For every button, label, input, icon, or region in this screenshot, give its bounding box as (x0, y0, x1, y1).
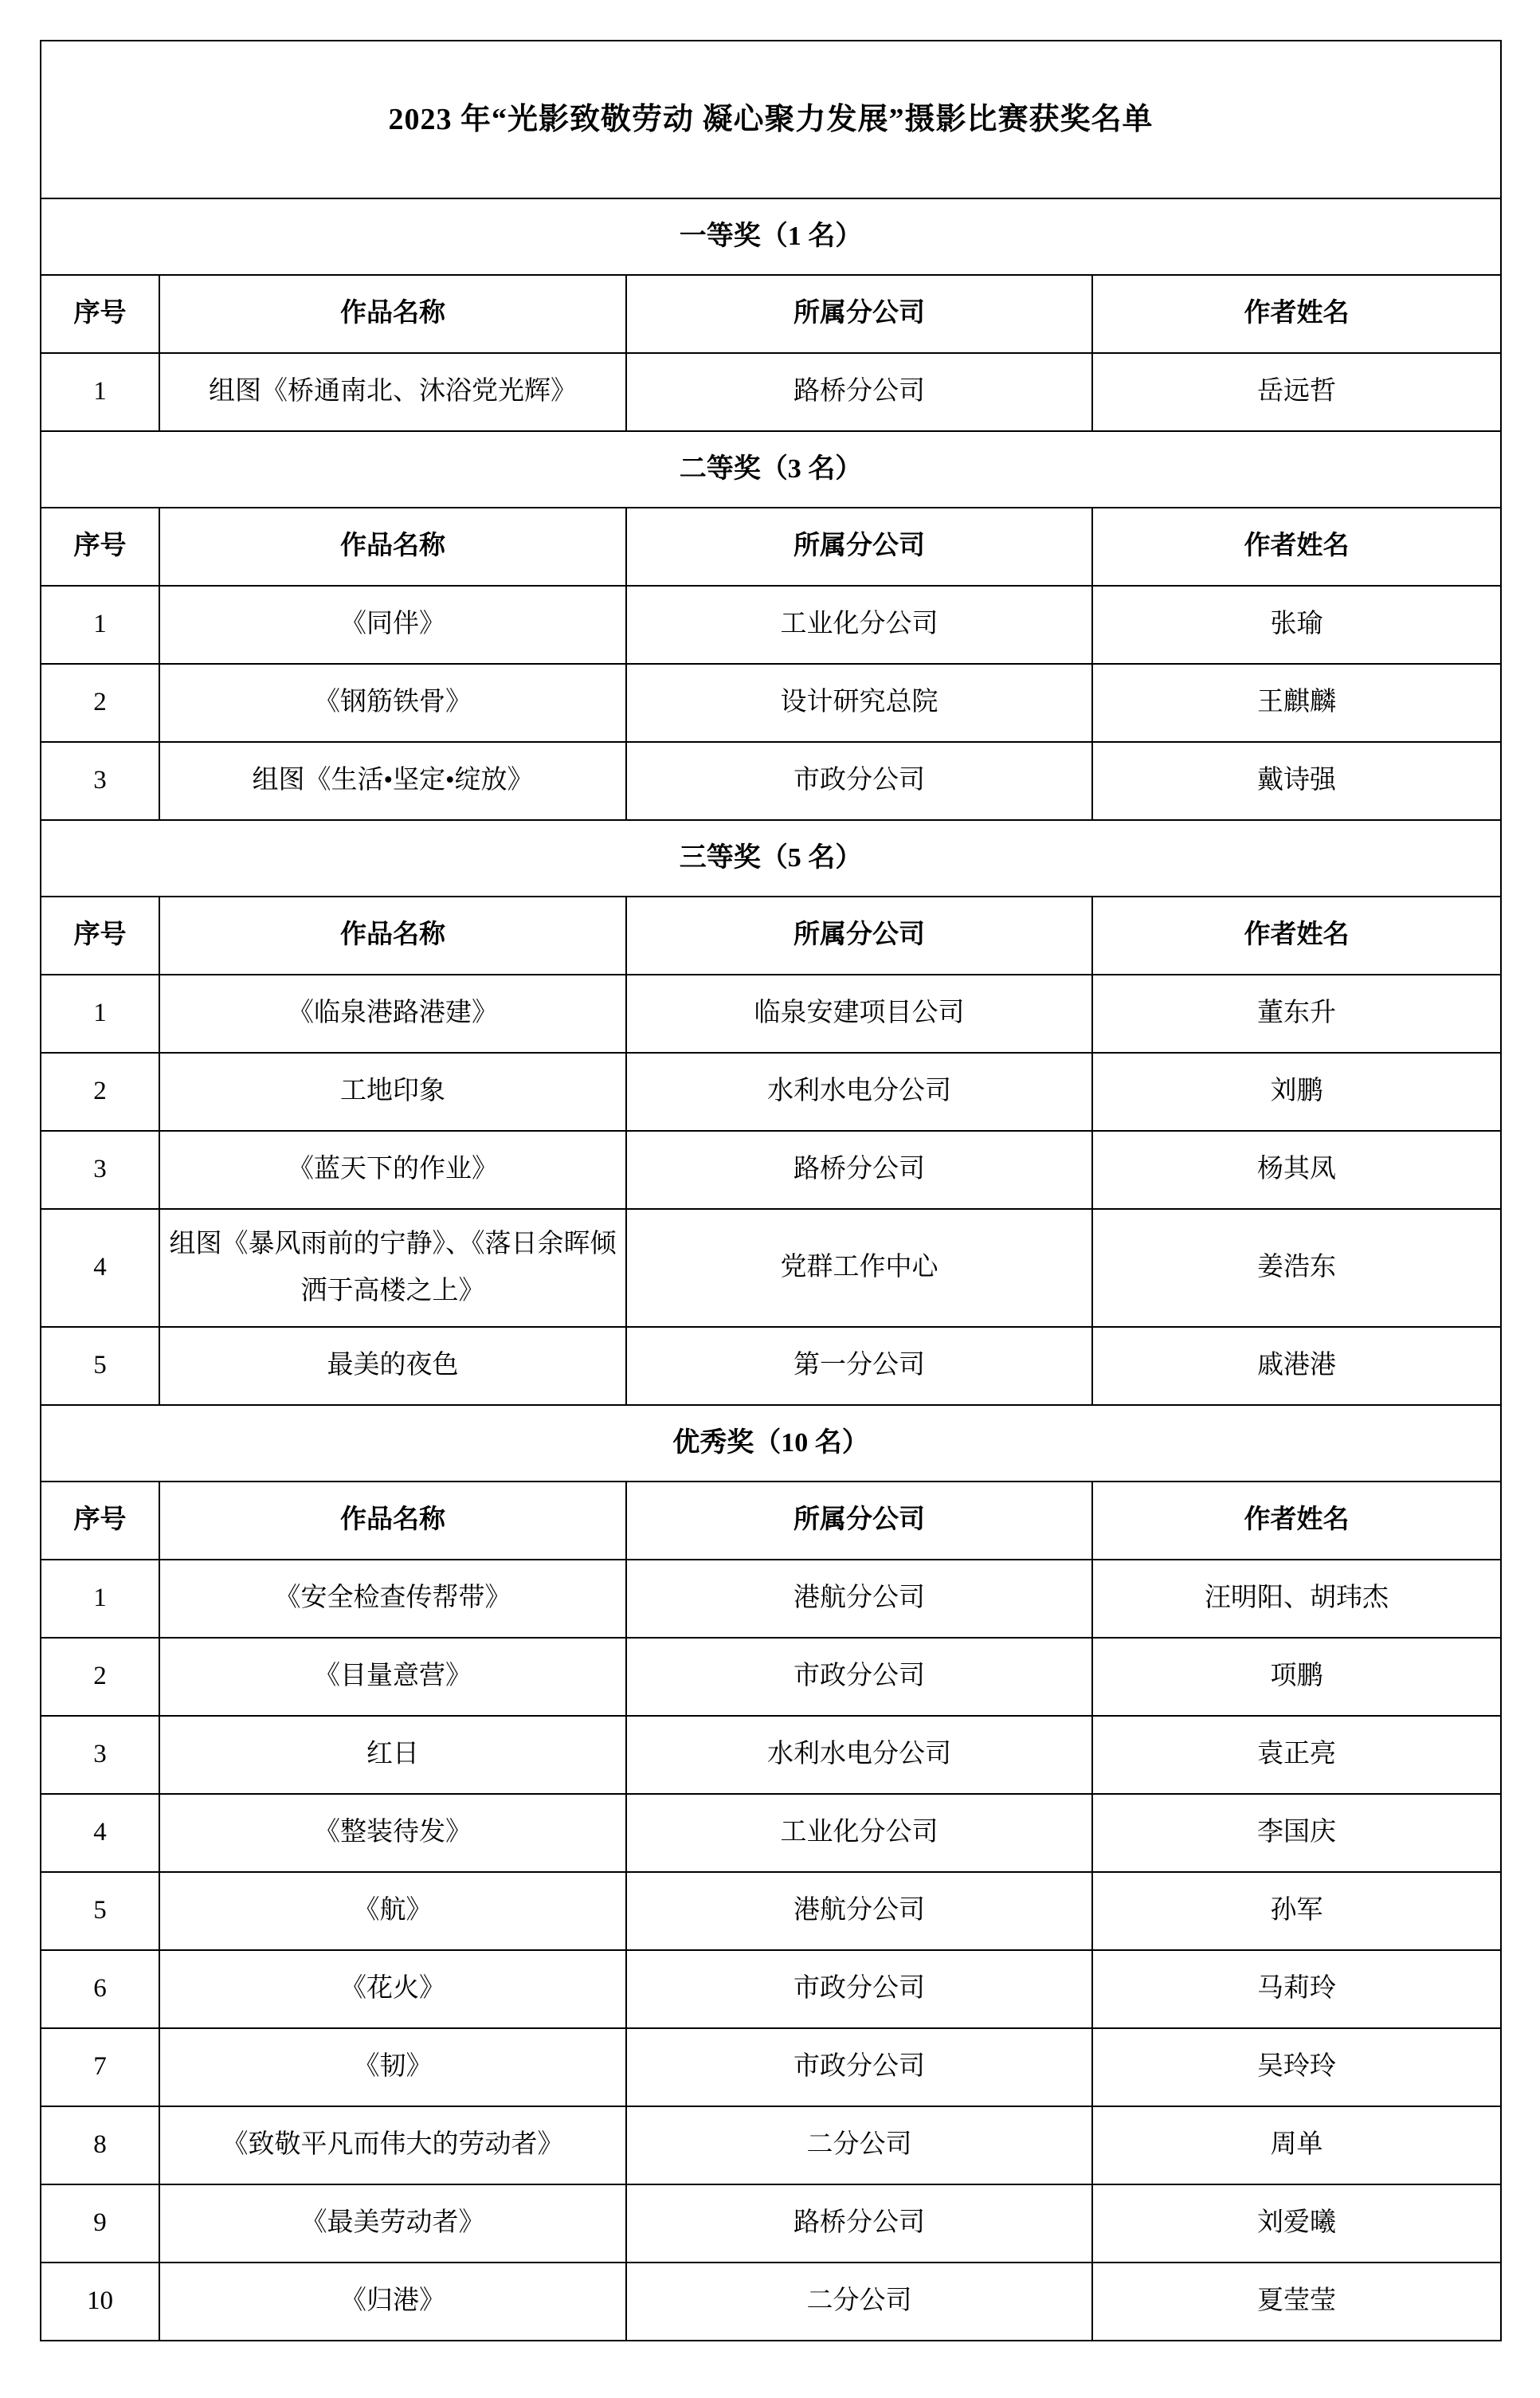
cell-author: 马莉玲 (1092, 1950, 1501, 2028)
section-header-second-prize: 二等奖（3 名） (41, 431, 1501, 508)
cell-work: 《临泉港路港建》 (159, 975, 626, 1053)
cell-num: 1 (41, 975, 159, 1053)
cell-company: 二分公司 (626, 2106, 1092, 2184)
table-row (41, 1209, 1501, 1327)
table-row (41, 1950, 1501, 2028)
cell-author: 周单 (1092, 2106, 1501, 2184)
cell-work: 《韧》 (159, 2028, 626, 2106)
cell-num: 1 (41, 586, 159, 664)
table-row (41, 2028, 1501, 2106)
header-row (41, 508, 1501, 586)
cell-num: 4 (41, 1209, 159, 1327)
cell-work: 组图《暴风雨前的宁静》、《落日余晖倾洒于高楼之上》 (159, 1209, 626, 1327)
header-row (41, 1482, 1501, 1560)
cell-author: 岳远哲 (1092, 353, 1501, 431)
col-header-company: 所属分公司 (626, 1482, 1092, 1560)
cell-company: 临泉安建项目公司 (626, 975, 1092, 1053)
cell-company: 港航分公司 (626, 1560, 1092, 1638)
col-header-company: 所属分公司 (626, 275, 1092, 353)
cell-work: 《蓝天下的作业》 (159, 1131, 626, 1209)
section-row-first-prize (41, 198, 1501, 275)
cell-company: 市政分公司 (626, 2028, 1092, 2106)
cell-work: 工地印象 (159, 1053, 626, 1131)
cell-author: 董东升 (1092, 975, 1501, 1053)
cell-num: 2 (41, 1638, 159, 1716)
cell-work: 《同伴》 (159, 586, 626, 664)
table-row (41, 975, 1501, 1053)
col-header-num: 序号 (41, 508, 159, 586)
cell-author: 戴诗强 (1092, 742, 1501, 820)
cell-author: 姜浩东 (1092, 1209, 1501, 1327)
cell-num: 6 (41, 1950, 159, 2028)
cell-author: 袁正亮 (1092, 1716, 1501, 1794)
table-row (41, 1560, 1501, 1638)
cell-company: 党群工作中心 (626, 1209, 1092, 1327)
cell-work: 《整装待发》 (159, 1794, 626, 1872)
section-row-second-prize (41, 431, 1501, 508)
cell-company: 工业化分公司 (626, 1794, 1092, 1872)
cell-author: 张瑜 (1092, 586, 1501, 664)
col-header-num: 序号 (41, 897, 159, 975)
cell-work: 《航》 (159, 1872, 626, 1950)
table-row (41, 1794, 1501, 1872)
table-row (41, 1131, 1501, 1209)
cell-num: 3 (41, 742, 159, 820)
table-row (41, 1716, 1501, 1794)
section-header-first-prize: 一等奖（1 名） (41, 198, 1501, 275)
cell-work: 《花火》 (159, 1950, 626, 2028)
cell-num: 3 (41, 1716, 159, 1794)
cell-company: 市政分公司 (626, 742, 1092, 820)
cell-work: 《归港》 (159, 2263, 626, 2341)
col-header-num: 序号 (41, 1482, 159, 1560)
cell-company: 路桥分公司 (626, 1131, 1092, 1209)
cell-company: 工业化分公司 (626, 586, 1092, 664)
table-row (41, 1327, 1501, 1405)
col-header-work: 作品名称 (159, 897, 626, 975)
header-row (41, 275, 1501, 353)
table-row (41, 664, 1501, 742)
cell-company: 设计研究总院 (626, 664, 1092, 742)
cell-num: 5 (41, 1327, 159, 1405)
cell-num: 1 (41, 1560, 159, 1638)
table-row (41, 353, 1501, 431)
cell-work: 红日 (159, 1716, 626, 1794)
cell-work: 《安全检查传帮带》 (159, 1560, 626, 1638)
cell-work: 《钢筋铁骨》 (159, 664, 626, 742)
header-row (41, 897, 1501, 975)
cell-company: 第一分公司 (626, 1327, 1092, 1405)
table-row (41, 1872, 1501, 1950)
cell-company: 水利水电分公司 (626, 1716, 1092, 1794)
page-title: 2023 年“光影致敬劳动 凝心聚力发展”摄影比赛获奖名单 (41, 41, 1501, 198)
cell-work: 组图《生活•坚定•绽放》 (159, 742, 626, 820)
col-header-author: 作者姓名 (1092, 275, 1501, 353)
cell-author: 刘爱曦 (1092, 2184, 1501, 2263)
col-header-work: 作品名称 (159, 1482, 626, 1560)
col-header-company: 所属分公司 (626, 897, 1092, 975)
cell-author: 王麒麟 (1092, 664, 1501, 742)
table-row (41, 586, 1501, 664)
cell-num: 9 (41, 2184, 159, 2263)
cell-work: 《致敬平凡而伟大的劳动者》 (159, 2106, 626, 2184)
cell-company: 二分公司 (626, 2263, 1092, 2341)
table-row (41, 1638, 1501, 1716)
cell-author: 李国庆 (1092, 1794, 1501, 1872)
cell-author: 戚港港 (1092, 1327, 1501, 1405)
cell-company: 市政分公司 (626, 1638, 1092, 1716)
col-header-num: 序号 (41, 275, 159, 353)
cell-author: 夏莹莹 (1092, 2263, 1501, 2341)
section-row-excellence-prize (41, 1405, 1501, 1482)
col-header-author: 作者姓名 (1092, 1482, 1501, 1560)
cell-company: 路桥分公司 (626, 353, 1092, 431)
cell-work: 组图《桥通南北、沐浴党光辉》 (159, 353, 626, 431)
cell-num: 3 (41, 1131, 159, 1209)
cell-author: 刘鹏 (1092, 1053, 1501, 1131)
cell-author: 孙军 (1092, 1872, 1501, 1950)
award-table (40, 40, 1502, 2341)
cell-num: 8 (41, 2106, 159, 2184)
title-row (41, 41, 1501, 198)
cell-author: 吴玲玲 (1092, 2028, 1501, 2106)
cell-num: 4 (41, 1794, 159, 1872)
col-header-company: 所属分公司 (626, 508, 1092, 586)
cell-author: 项鹏 (1092, 1638, 1501, 1716)
cell-company: 市政分公司 (626, 1950, 1092, 2028)
cell-num: 2 (41, 664, 159, 742)
table-row (41, 2106, 1501, 2184)
cell-work: 最美的夜色 (159, 1327, 626, 1405)
table-row (41, 2184, 1501, 2263)
table-row (41, 2263, 1501, 2341)
cell-company: 水利水电分公司 (626, 1053, 1092, 1131)
cell-company: 路桥分公司 (626, 2184, 1092, 2263)
col-header-author: 作者姓名 (1092, 897, 1501, 975)
col-header-author: 作者姓名 (1092, 508, 1501, 586)
cell-num: 1 (41, 353, 159, 431)
cell-author: 杨其凤 (1092, 1131, 1501, 1209)
cell-num: 10 (41, 2263, 159, 2341)
section-header-excellence-prize: 优秀奖（10 名） (41, 1405, 1501, 1482)
section-header-third-prize: 三等奖（5 名） (41, 820, 1501, 897)
col-header-work: 作品名称 (159, 275, 626, 353)
cell-num: 2 (41, 1053, 159, 1131)
cell-work: 《目量意营》 (159, 1638, 626, 1716)
cell-work: 《最美劳动者》 (159, 2184, 626, 2263)
table-row (41, 1053, 1501, 1131)
col-header-work: 作品名称 (159, 508, 626, 586)
cell-company: 港航分公司 (626, 1872, 1092, 1950)
cell-author: 汪明阳、胡玮杰 (1092, 1560, 1501, 1638)
table-row (41, 742, 1501, 820)
cell-num: 5 (41, 1872, 159, 1950)
section-row-third-prize (41, 820, 1501, 897)
cell-num: 7 (41, 2028, 159, 2106)
